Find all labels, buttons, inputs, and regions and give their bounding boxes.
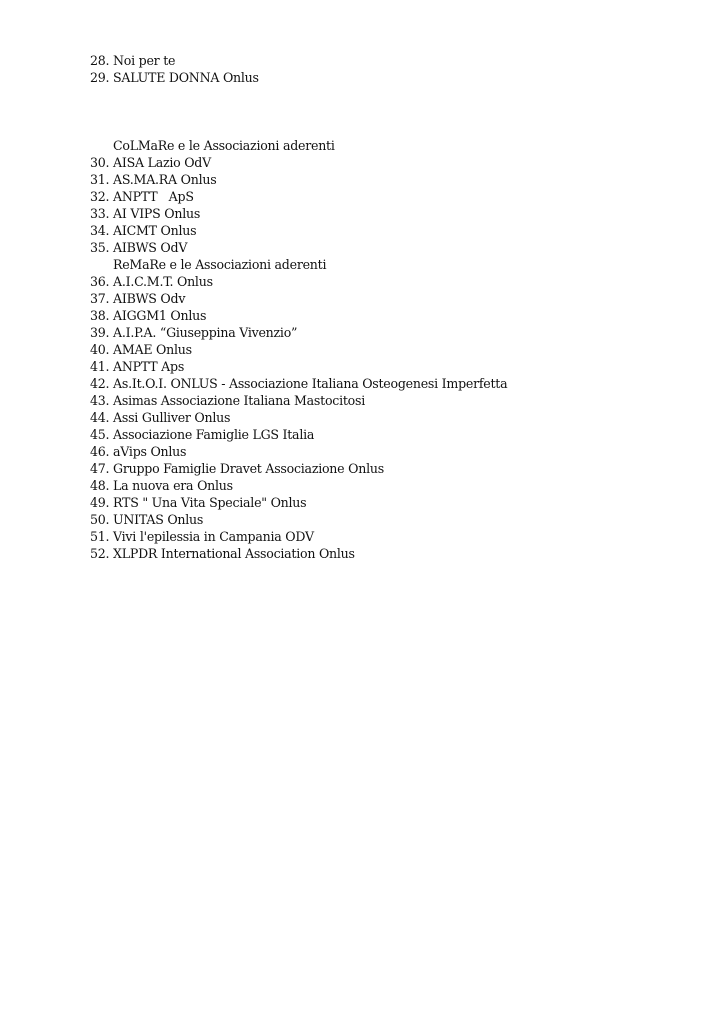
association-list xyxy=(90,52,690,562)
list-item: 33. AI VIPS Onlus xyxy=(90,206,201,221)
list-item: 47. Gruppo Famiglie Dravet Associazione Onlus xyxy=(90,461,384,476)
list-item: 35. AIBWS OdV xyxy=(90,240,188,255)
section-heading-remare: ReMaRe e le Associazioni aderenti xyxy=(113,257,327,272)
list-item: 30. AISA Lazio OdV xyxy=(90,155,211,170)
list-item: 29. SALUTE DONNA Onlus xyxy=(90,70,259,85)
list-item: 37. AIBWS Odv xyxy=(90,291,186,306)
list-item: 38. AIGGM1 Onlus xyxy=(90,308,207,323)
list-item: 49. RTS " Una Vita Speciale" Onlus xyxy=(90,495,307,510)
list-item: 42. As.It.O.I. ONLUS - Associazione Italiana Osteogenesi Imperfetta xyxy=(90,376,508,391)
section-heading-colmare: CoLMaRe e le Associazioni aderenti xyxy=(113,138,335,153)
list-item: 34. AICMT Onlus xyxy=(90,223,197,238)
spacer xyxy=(90,86,690,137)
list-item: 51. Vivi l'epilessia in Campania ODV xyxy=(90,529,314,544)
list-item: 40. AMAE Onlus xyxy=(90,342,192,357)
list-item: 45. Associazione Famiglie LGS Italia xyxy=(90,427,315,442)
list-item: 52. XLPDR International Association Onlus xyxy=(90,546,355,561)
list-item: 31. AS.MA.RA Onlus xyxy=(90,172,217,187)
list-item: 50. UNITAS Onlus xyxy=(90,512,204,527)
list-item: 43. Asimas Associazione Italiana Mastocitosi xyxy=(90,393,365,408)
list-item: 41. ANPTT Aps xyxy=(90,359,185,374)
list-item: 36. A.I.C.M.T. Onlus xyxy=(90,274,213,289)
list-item: 48. La nuova era Onlus xyxy=(90,478,233,493)
list-item: 28. Noi per te xyxy=(90,53,176,68)
list-item: 46. aVips Onlus xyxy=(90,444,187,459)
list-item: 44. Assi Gulliver Onlus xyxy=(90,410,231,425)
list-item: 32. ANPTT ApS xyxy=(90,189,194,204)
list-item: 39. A.I.P.A. “Giuseppina Vivenzio” xyxy=(90,325,298,340)
